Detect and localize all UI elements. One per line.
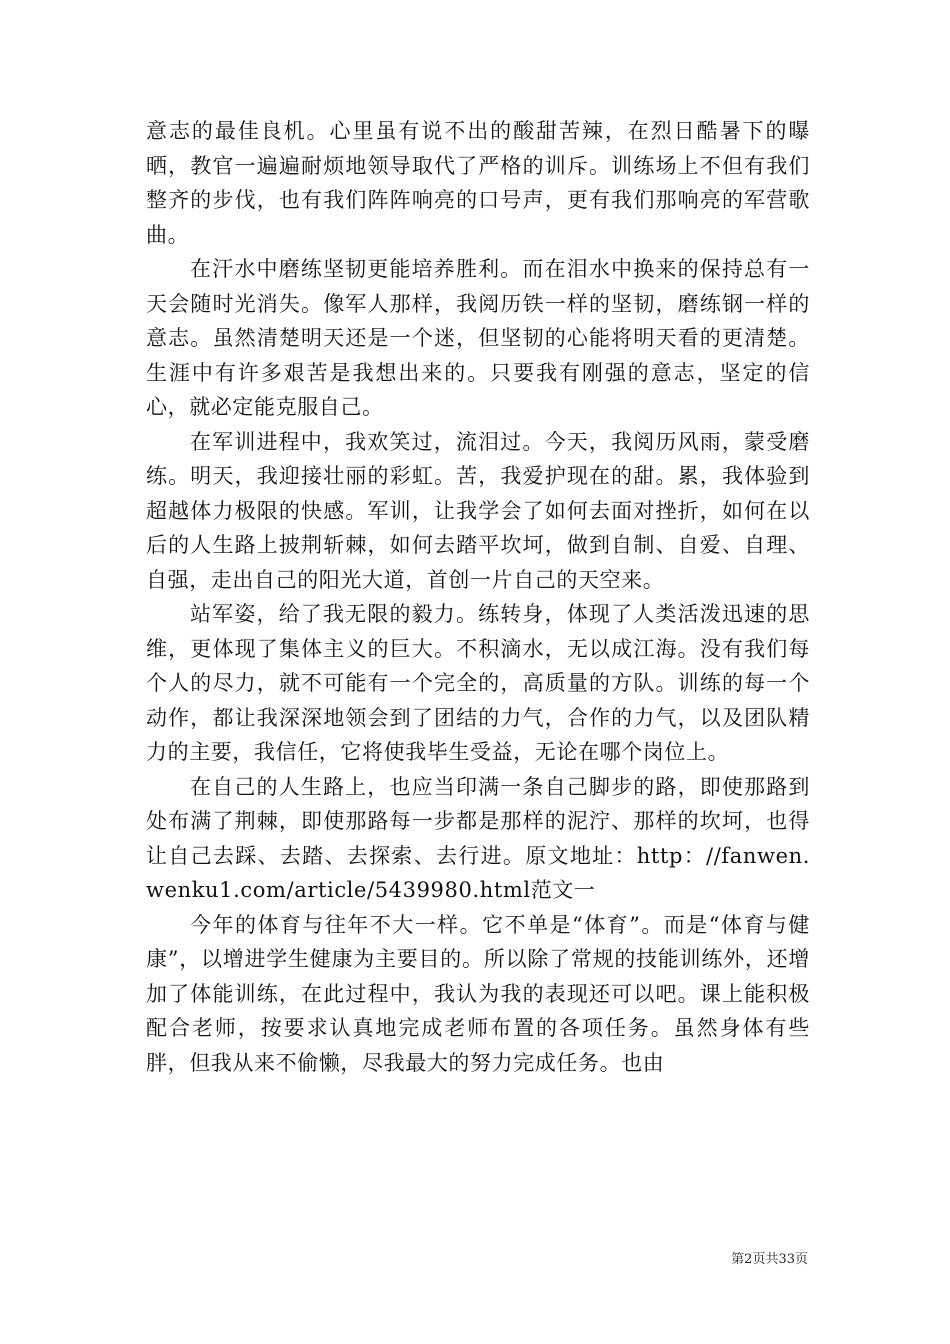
document-body (146, 114, 810, 1080)
paragraph-stance: 站军姿，给了我无限的毅力。练转身，体现了人类活泼迅速的思维，更体现了集体主义的巨大。不积滴水，无以成江海。没有我们每个人的尽力，就不可能有一个完全的，高质量的方队。训练的每一个动作，都让我深深地领会到了团结的力气，合作的力气，以及团队精力的主要，我信任，它将使我毕生受益，无论在哪个岗位上。 (146, 602, 810, 764)
paragraph-continuation: 意志的最佳良机。心里虽有说不出的酸甜苦辣，在烈日酷暑下的曝晒，教官一遍遍耐烦地领导取代了严格的训斥。训练场上不但有我们整齐的步伐，也有我们阵阵响亮的口号声，更有我们那响亮的军营歌曲。 (146, 119, 810, 247)
paragraph-sweat: 在汗水中磨练坚韧更能培养胜利。而在泪水中换来的保持总有一天会随时光消失。像军人那样，我阅历铁一样的坚韧，磨练钢一样的意志。虽然清楚明天还是一个迷，但坚韧的心能将明天看的更清楚。生涯中有许多艰苦是我想出来的。只要我有刚强的意志，坚定的信心，就必定能克服自己。 (146, 257, 810, 419)
paragraph-training-process: 在军训进程中，我欢笑过，流泪过。今天，我阅历风雨，蒙受磨练。明天，我迎接壮丽的彩虹。苦，我爱护现在的甜。累，我体验到超越体力极限的快感。军训，让我学会了如何去面对挫折，如何在以后的人生路上披荆斩棘，如何去踏平坎坷，做到自制、自爱、自理、自强，走出自己的阳光大道，首创一片自己的天空来。 (146, 429, 810, 592)
paragraph-pe: 今年的体育与往年不大一样。它不单是“体育”。而是“体育与健康”，以增进学生健康为主要目的。所以除了常规的技能训练外，还增加了体能训练，在此过程中，我认为我的表现还可以吧。课上能积极配合老师，按要求认真地完成老师布置的各项任务。虽然身体有些胖，但我从来不偷懒，尽我最大的努力完成任务。也由 (146, 912, 810, 1075)
paragraph-life-road: 在自己的人生路上，也应当印满一条自己脚步的路，即使那路到处布满了荆棘，即使那路每一步都是那样的泥泞、那样的坎坷，也得让自己去踩、去踏、去探索、去行进。原文地址：http：//fanwen.wenku1.com/article/5439980.html范文一 (146, 774, 810, 902)
page-number: 第2页共33页 (731, 1252, 808, 1267)
